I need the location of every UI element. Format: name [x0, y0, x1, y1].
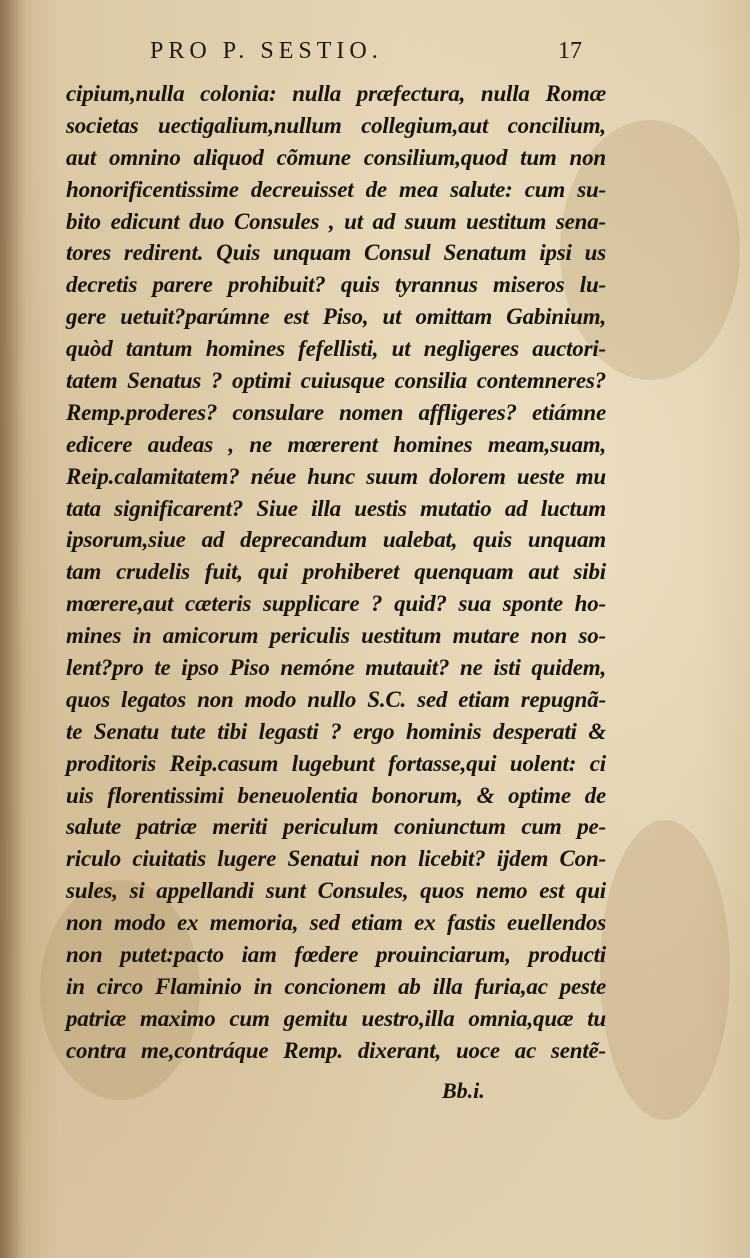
body-text — [66, 78, 606, 1067]
text-line: non putet:pacto iam fœdere prouinciarum, producti — [66, 942, 606, 968]
text-line: tatem Senatus ? optimi cuiusque consilia contemneres? — [66, 368, 606, 394]
paper-stain — [600, 820, 730, 1120]
text-line: tam crudelis fuit, qui prohiberet quenquam aut sibi — [66, 559, 606, 585]
text-line: uis florentissimi beneuolentia bonorum, & optime de — [66, 782, 606, 808]
running-head: PRO P. SESTIO. — [150, 38, 383, 64]
text-line: lent?pro te ipso Piso nemóne mutauit? ne isti quidem, — [66, 655, 606, 681]
text-line: sules, si appellandi sunt Consules, quos nemo est qui — [66, 878, 606, 904]
text-line: proditoris Reip.casum lugebunt fortasse,qui uolent: ci — [66, 750, 606, 776]
text-line: decretis parere prohibuit? quis tyrannus miseros lu- — [66, 272, 606, 298]
text-line: honorificentissime decreuisset de mea salute: cum su- — [66, 176, 606, 202]
text-line: riculo ciuitatis lugere Senatui non licebit? ijdem Con- — [66, 846, 606, 872]
text-line: aut omnino aliquod cõmune consilium,quod tum non — [66, 144, 606, 170]
text-line: te Senatu tute tibi legasti ? ergo hominis desperati & — [66, 718, 606, 744]
text-line: tores redirent. Quis unquam Consul Senatum ipsi us — [66, 240, 606, 266]
page-number: 17 — [558, 38, 582, 64]
text-line: mœrere,aut cæteris supplicare ? quid? sua sponte ho- — [66, 591, 606, 617]
text-line: salute patriæ meriti periculum coniunctum cum pe- — [66, 814, 606, 840]
text-line: quòd tantum homines fefellisti, ut negligeres auctori- — [66, 336, 606, 362]
signature-mark: Bb.i. — [442, 1078, 485, 1103]
text-line: bito edicunt duo Consules , ut ad suum uestitum sena- — [66, 208, 606, 234]
text-line: non modo ex memoria, sed etiam ex fastis euellendos — [66, 910, 606, 936]
text-line: societas uectigalium,nullum collegium,aut concilium, — [66, 112, 606, 138]
text-line: quos legatos non modo nullo S.C. sed etiam repugnã- — [66, 686, 606, 712]
text-line: Remp.proderes? consulare nomen affligeres? etiámne — [66, 399, 606, 425]
text-line: contra me,contráque Remp. dixerant, uoce ac sentẽ- — [66, 1037, 606, 1063]
text-line: in circo Flaminio in concionem ab illa furia,ac peste — [66, 973, 606, 999]
text-line: ipsorum,siue ad deprecandum ualebat, quis unquam — [66, 527, 606, 553]
text-line: tata significarent? Siue illa uestis mutatio ad luctum — [66, 495, 606, 521]
text-line: mines in amicorum periculis uestitum mutare non so- — [66, 623, 606, 649]
text-line: cipium,nulla colonia: nulla præfectura, nulla Romæ — [66, 81, 606, 106]
text-line: Reip.calamitatem? néue hunc suum dolorem ueste mu — [66, 463, 606, 489]
text-line: gere uetuit?parúmne est Piso, ut omittam Gabinium, — [66, 304, 606, 330]
text-line: edicere audeas , ne mœrerent homines meam,suam, — [66, 431, 606, 457]
text-line: patriæ maximo cum gemitu uestro,illa omnia,quæ tu — [66, 1005, 606, 1031]
